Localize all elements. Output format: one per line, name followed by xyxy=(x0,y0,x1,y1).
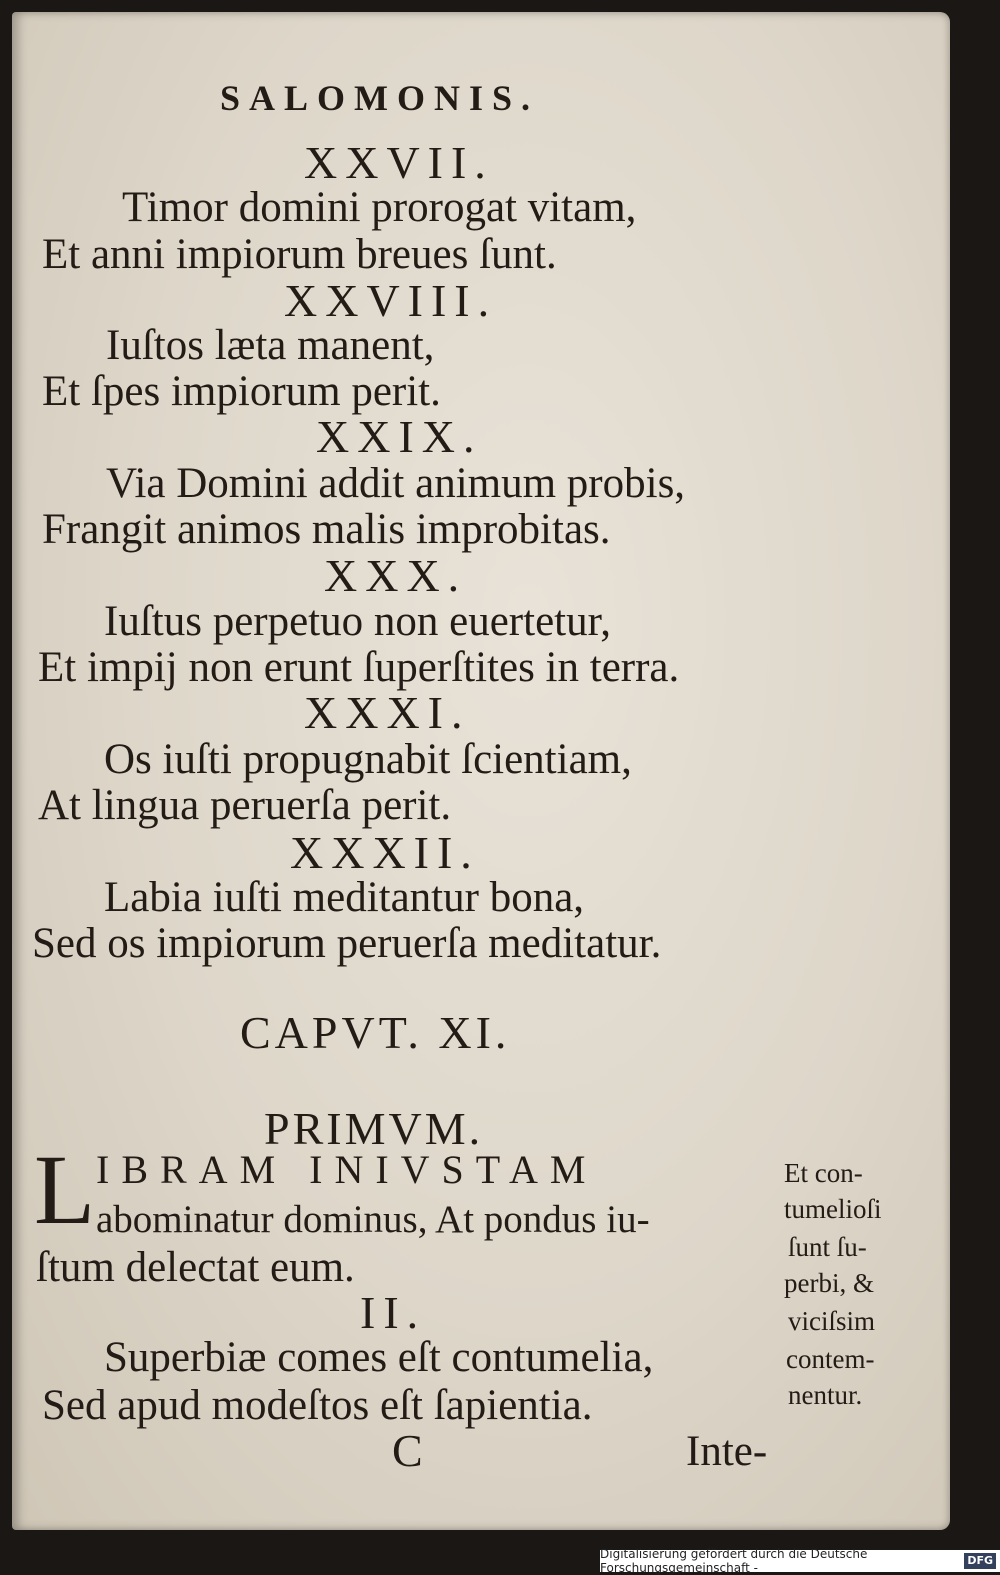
verse-line: Et impij non erunt ſuperſtites in terra. xyxy=(38,644,680,691)
verse-line: Et ſpes impiorum perit. xyxy=(42,368,441,415)
verse-line: IBRAM INIVSTAM xyxy=(96,1147,598,1192)
verse-number: XXIX. xyxy=(316,411,483,462)
verse-line: Sed os impiorum peruerſa meditatur. xyxy=(32,920,662,967)
marginal-note-line: ſunt ſu- xyxy=(788,1232,867,1262)
verse-number: XXVIII. xyxy=(284,275,498,326)
marginal-note-line: viciſsim xyxy=(788,1306,875,1336)
verse-line: ſtum delectat eum. xyxy=(36,1244,355,1291)
verse-line: At lingua peruerſa perit. xyxy=(38,782,452,829)
verse-line: Os iuſti propugnabit ſcientiam, xyxy=(104,736,632,783)
marginal-note-line: Et con- xyxy=(784,1158,863,1188)
verse-number: II. xyxy=(360,1287,427,1338)
marginal-note-line: nentur. xyxy=(788,1380,863,1410)
verse-line: Sed apud modeſtos eſt ſapientia. xyxy=(42,1382,593,1429)
verse-line: abominatur dominus, At pondus iu- xyxy=(96,1198,650,1241)
running-header: SALOMONIS. xyxy=(220,78,540,118)
marginal-note-line: contem- xyxy=(786,1344,875,1374)
verse-number: XXVII. xyxy=(304,137,494,188)
chapter-title: CAPVT. XI. xyxy=(240,1007,511,1058)
marginal-note-line: tumelioſi xyxy=(784,1194,882,1224)
verse-number: XXXI. xyxy=(304,687,471,738)
verse-line: Iuſtus perpetuo non euertetur, xyxy=(104,598,611,645)
footer-text: Digitalisierung gefördert durch die Deutsche Forschungsgemeinschaft - xyxy=(600,1547,868,1575)
verse-line: Et anni impiorum breues ſunt. xyxy=(42,231,557,278)
verse-label-first: PRIMVM. xyxy=(264,1103,484,1154)
digitization-footer xyxy=(600,1547,1000,1575)
verse-line: Iuſtos læta manent, xyxy=(106,322,435,369)
verse-number: XXXII. xyxy=(290,827,480,878)
catchword: Inte- xyxy=(686,1428,768,1475)
signature-mark: C xyxy=(392,1425,423,1476)
verse-line: Superbiæ comes eſt contumelia, xyxy=(104,1334,654,1381)
drop-cap: L xyxy=(34,1134,96,1245)
marginal-note-line: perbi, & xyxy=(784,1268,874,1298)
verse-line: Timor domini prorogat vitam, xyxy=(122,184,637,231)
verse-line: Frangit animos malis improbitas. xyxy=(42,506,611,553)
dfg-logo: DFG xyxy=(964,1553,996,1569)
verse-line: Labia iuſti meditantur bona, xyxy=(104,874,585,921)
verse-number: XXX. xyxy=(324,550,468,601)
verse-line: Via Domini addit animum probis, xyxy=(106,460,686,507)
